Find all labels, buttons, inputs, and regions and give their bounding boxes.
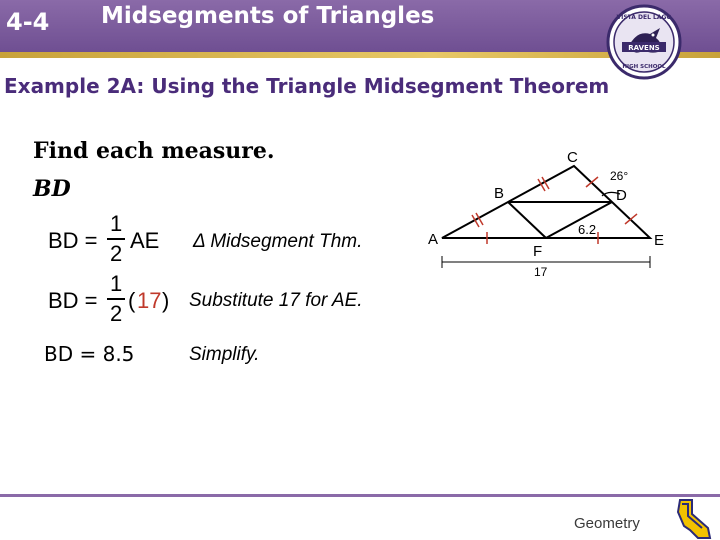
target-measure: BD — [33, 176, 71, 202]
step1-fraction-bar — [107, 238, 125, 240]
california-state-icon — [670, 498, 714, 540]
step2-lhs: BD = — [48, 288, 98, 313]
length-ae-label: 17 — [534, 265, 548, 279]
label-a: A — [428, 231, 439, 248]
lesson-title: Midsegments of Triangles — [101, 3, 435, 29]
lesson-number: 4-4 — [6, 8, 50, 36]
step1-denominator: 2 — [110, 241, 123, 266]
step2-open-paren: ( — [128, 288, 136, 313]
step1-rhs: AE — [130, 228, 160, 253]
instruction-text: Find each measure. — [33, 138, 275, 164]
step2-fraction-bar — [107, 298, 125, 300]
step2-close-paren: ) — [162, 288, 170, 313]
logo-mid-text: RAVENS — [628, 44, 660, 52]
triangle-diagram — [428, 146, 668, 282]
footer-divider — [0, 494, 720, 497]
angle-label: 26° — [610, 169, 629, 183]
example-title: Example 2A: Using the Triangle Midsegment Theorem — [4, 74, 610, 98]
step1-numerator: 1 — [110, 211, 123, 236]
step3-result: BD = 8.5 — [44, 342, 135, 366]
label-b: B — [494, 185, 505, 202]
step2-denominator: 2 — [110, 301, 123, 326]
label-d: D — [616, 187, 627, 204]
logo-bottom-text: HIGH SCHOOL — [622, 64, 666, 70]
segment-bf — [508, 202, 546, 238]
label-c: C — [567, 149, 578, 166]
step2-numerator: 1 — [110, 271, 123, 296]
step2-reason: Substitute 17 for AE. — [189, 290, 363, 311]
logo-top-text: VISTA DEL LAGO — [616, 14, 672, 21]
label-e: E — [654, 232, 665, 249]
step3-reason: Simplify. — [189, 344, 260, 365]
label-f: F — [533, 243, 543, 260]
step2-substituted-value: 17 — [137, 288, 162, 313]
footer-text: Geometry — [574, 515, 640, 532]
step1-reason: Δ Midsegment Thm. — [193, 231, 363, 252]
school-logo-icon — [606, 4, 682, 80]
step1-lhs: BD = — [48, 228, 98, 253]
length-df-label: 6.2 — [578, 222, 597, 237]
